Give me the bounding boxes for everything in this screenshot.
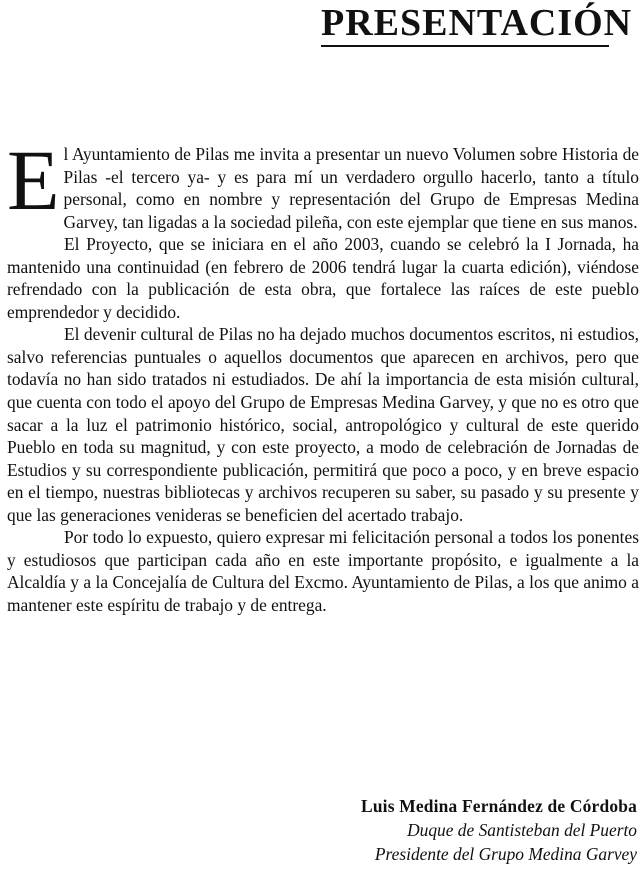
drop-cap: E bbox=[7, 132, 60, 228]
signatory-title-1: Duque de Santisteban del Puerto bbox=[407, 820, 637, 840]
title-block bbox=[321, 2, 633, 47]
paragraph-1-text: l Ayuntamiento de Pilas me invita a presentar un nuevo Volumen sobre Historia de Pilas -el tercero ya- y es para mí un verdadero orgullo hacerlo, tanto a título personal, como en nombre y representación del Grupo de Empresas Medina Garvey, tan ligadas a la sociedad pileña, con este ejemplar que tiene en sus manos. bbox=[63, 144, 639, 232]
paragraph-1 bbox=[7, 132, 639, 233]
paragraph-3: El devenir cultural de Pilas no ha dejado muchos documentos escritos, ni estudios, salvo referencias puntuales o aquellos documentos que aparecen en archivos, pero que todavía no han sido tratados ni estudiados. De ahí la importancia de esta misión cultural, que cuenta con todo el apoyo del Grupo de Empresas Medina Garvey, y que no es otro que sacar a la luz el patrimonio histórico, social, antropológico y cultural de este querido Pueblo en toda su magnitud, y con este proyecto, a modo de celebración de Jornadas de Estudios y su correspondiente publicación, permitirá que poco a poco, y en breve espacio en el tiempo, nuestras bibliotecas y archivos recuperen su saber, su pasado y su presente y que las generaciones venideras se beneficien del acertado trabajo. bbox=[7, 324, 639, 525]
page-title: PRESENTACIÓN bbox=[321, 2, 633, 44]
signatory-title-2: Presidente del Grupo Medina Garvey bbox=[374, 844, 637, 864]
signatory-name: Luis Medina Fernández de Córdoba bbox=[361, 796, 637, 816]
title-underline bbox=[321, 45, 609, 47]
signature-block bbox=[117, 794, 637, 866]
article-body bbox=[7, 132, 639, 616]
paragraph-4: Por todo lo expuesto, quiero expresar mi felicitación personal a todos los ponentes y estudiosos que participan cada año en este importante propósito, e igualmente a la Alcaldía y a la Concejalía de Cultura del Excmo. Ayuntamiento de Pilas, a los que animo a mantener este espíritu de trabajo y de entrega. bbox=[7, 527, 639, 615]
paragraph-2: El Proyecto, que se iniciara en el año 2003, cuando se celebró la I Jornada, ha mantenido una continuidad (en febrero de 2006 tendrá lugar la cuarta edición), viéndose refrendado con la publicación de esta obra, que fortalece las raíces de este pueblo emprendedor y decidido. bbox=[7, 234, 639, 322]
